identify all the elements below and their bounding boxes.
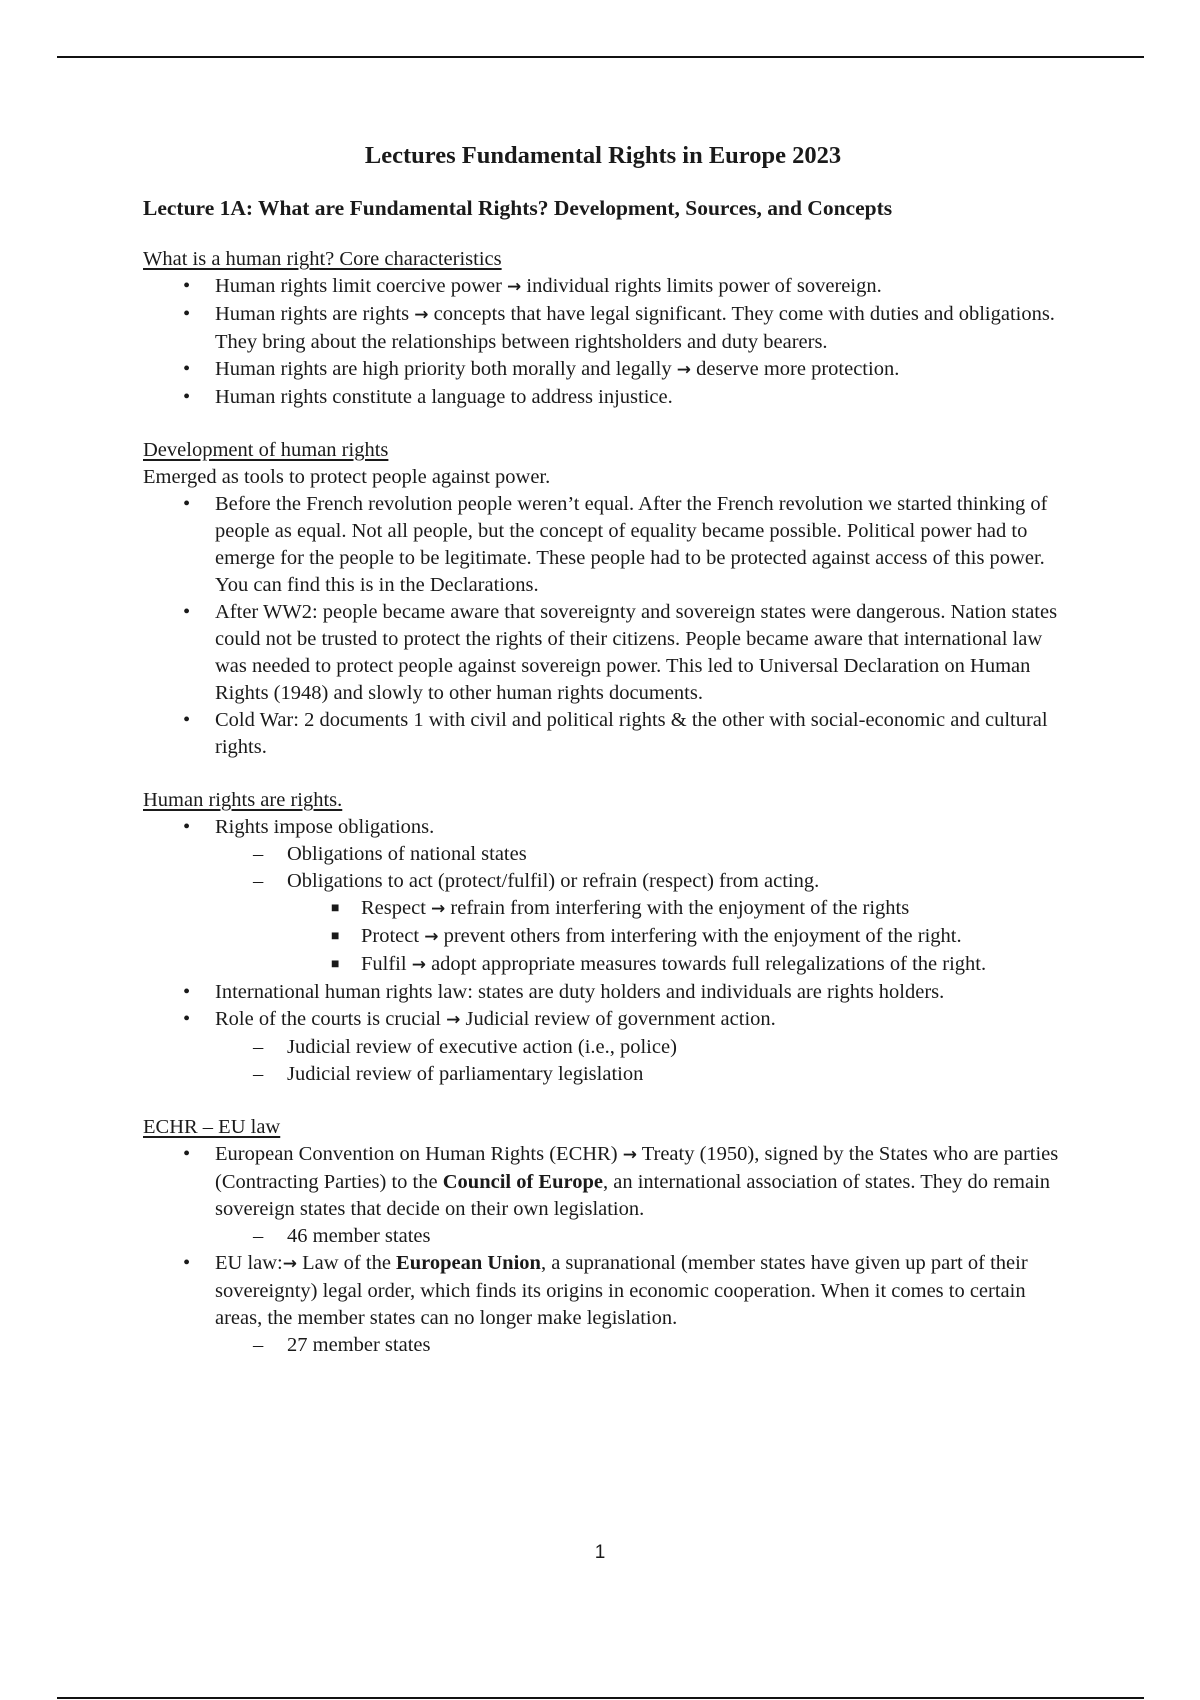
right-arrow-icon: →	[676, 360, 691, 380]
dash-icon: –	[253, 870, 264, 892]
dash-icon: –	[253, 843, 264, 865]
right-arrow-icon: →	[446, 1010, 461, 1030]
section-core-characteristics	[143, 246, 1063, 411]
bold-term: Council of Europe	[442, 1171, 603, 1193]
section-echr-eu-law	[143, 1114, 1063, 1359]
bullet-icon: •	[183, 816, 191, 838]
list-item: • Human rights limit coercive power → individual rights limits power of sovereign.	[143, 273, 1063, 301]
dash-list	[215, 1034, 1063, 1088]
dash-list	[215, 841, 1063, 979]
bullet-icon: •	[183, 1008, 191, 1030]
bottom-rule	[57, 1697, 1144, 1699]
list-item: – Judicial review of parliamentary legislation	[215, 1061, 1063, 1088]
list-item: – 46 member states	[215, 1223, 1063, 1250]
section-heading: What is a human right? Core characteristics	[143, 248, 502, 270]
bullet-icon: •	[183, 275, 191, 297]
bullet-list	[143, 273, 1063, 411]
square-bullet-icon: ■	[331, 957, 340, 972]
right-arrow-icon: →	[431, 899, 446, 919]
right-arrow-icon: →	[411, 955, 426, 975]
section-heading: ECHR – EU law	[143, 1116, 281, 1138]
list-item: ■ Respect → refrain from interfering with the enjoyment of the rights	[287, 895, 1063, 923]
section-heading: Human rights are rights.	[143, 789, 343, 811]
right-arrow-icon: →	[622, 1145, 637, 1165]
square-bullet-icon: ■	[331, 929, 340, 944]
list-item: • International human rights law: states are duty holders and individuals are rights holders.	[143, 979, 1063, 1006]
list-item: – 27 member states	[215, 1332, 1063, 1359]
right-arrow-icon: →	[424, 927, 439, 947]
list-item: ■ Protect → prevent others from interfering with the enjoyment of the right.	[287, 923, 1063, 951]
right-arrow-icon: →	[414, 305, 429, 325]
dash-list	[215, 1332, 1063, 1359]
bullet-list	[143, 1141, 1063, 1359]
bullet-icon: •	[183, 601, 191, 623]
list-item: • Role of the courts is crucial → Judicial review of government action. – Judicial review of executive action (i.e., police) – Judicial review of parliamentary legislation	[143, 1006, 1063, 1088]
square-bullet-icon: ■	[331, 901, 340, 916]
list-item: • Cold War: 2 documents 1 with civil and political rights & the other with social-economic and cultural rights.	[183, 709, 1048, 758]
list-item: • European Convention on Human Rights (ECHR) → Treaty (1950), signed by the States who are parties (Contracting Parties) to the Council of Europe, an international association of states. They do remain sovereign states that decide on their own legislation. – 46 member states	[143, 1141, 1063, 1250]
list-item: • EU law:→ Law of the European Union, a supranational (member states have given up part of their sovereignty) legal order, which finds its origins in economic cooperation. When it comes to certain areas, the member states can no longer make legislation. – 27 member states	[143, 1250, 1063, 1359]
square-list	[287, 895, 1063, 979]
bullet-icon: •	[183, 709, 191, 731]
bullet-icon: •	[183, 1143, 191, 1165]
dash-icon: –	[253, 1334, 264, 1356]
list-item: • Rights impose obligations. – Obligations of national states – Obligations to act (protect/fulfil) or refrain (respect) from acting. ■ Respect → refrain from interfering with the enjoyment of the rights ■ Protect → prevent others from interfering with the enjoyment of the right. ■ Fulfil → adopt appropriate measures towards full relegalizations of the right.	[143, 814, 1063, 979]
list-item: ■ Fulfil → adopt appropriate measures towards full relegalizations of the right.	[287, 951, 1063, 979]
section-intro: Emerged as tools to protect people against power.	[143, 466, 551, 488]
right-arrow-icon: →	[507, 277, 522, 297]
list-item: – Obligations to act (protect/fulfil) or refrain (respect) from acting. ■ Respect → refrain from interfering with the enjoyment of the rights ■ Protect → prevent others from interfering with the enjoyment of the right. ■ Fulfil → adopt appropriate measures towards full relegalizations of the right.	[215, 868, 1063, 979]
list-item: • Before the French revolution people weren’t equal. After the French revolution we started thinking of people as equal. Not all people, but the concept of equality became possible. Political power had to emerge for the people to be legitimate. These people had to be protected against access of this power. You can find this is in the Declarations.	[183, 493, 1048, 596]
section-development	[143, 437, 1063, 761]
bold-term: European Union	[396, 1252, 541, 1274]
bullet-icon: •	[183, 358, 191, 380]
dash-icon: –	[253, 1225, 264, 1247]
bullet-icon: •	[183, 1252, 191, 1274]
bullet-icon: •	[183, 493, 191, 515]
dash-icon: –	[253, 1063, 264, 1085]
lecture-heading: Lecture 1A: What are Fundamental Rights? Development, Sources, and Concepts	[143, 196, 893, 220]
top-rule	[57, 56, 1144, 58]
page-number: 1	[594, 1542, 606, 1563]
list-item: • Human rights are high priority both morally and legally → deserve more protection.	[143, 356, 1063, 384]
list-item: • After WW2: people became aware that sovereignty and sovereign states were dangerous. Nation states could not be trusted to protect the rights of their citizens. People became aware that international law was needed to protect people against sovereign power. This led to Universal Declaration on Human Rights (1948) and slowly to other human rights documents.	[183, 601, 1058, 704]
bullet-icon: •	[183, 303, 191, 325]
list-item: – Obligations of national states	[215, 841, 1063, 868]
bullet-list	[143, 491, 1063, 761]
list-item: – Judicial review of executive action (i.e., police)	[215, 1034, 1063, 1061]
list-item: • Human rights are rights → concepts that have legal significant. They come with duties and obligations. They bring about the relationships between rightsholders and duty bearers.	[183, 303, 1055, 353]
document-title: Lectures Fundamental Rights in Europe 2023	[364, 142, 842, 169]
dash-icon: –	[253, 1036, 264, 1058]
document-page	[143, 140, 1063, 1385]
list-item: • Human rights constitute a language to address injustice.	[143, 384, 1063, 411]
bullet-icon: •	[183, 386, 191, 408]
right-arrow-icon: →	[282, 1254, 297, 1274]
section-human-rights-are-rights	[143, 787, 1063, 1088]
dash-list	[215, 1223, 1063, 1250]
bullet-icon: •	[183, 981, 191, 1003]
section-heading: Development of human rights	[143, 439, 389, 461]
bullet-list	[143, 814, 1063, 1088]
